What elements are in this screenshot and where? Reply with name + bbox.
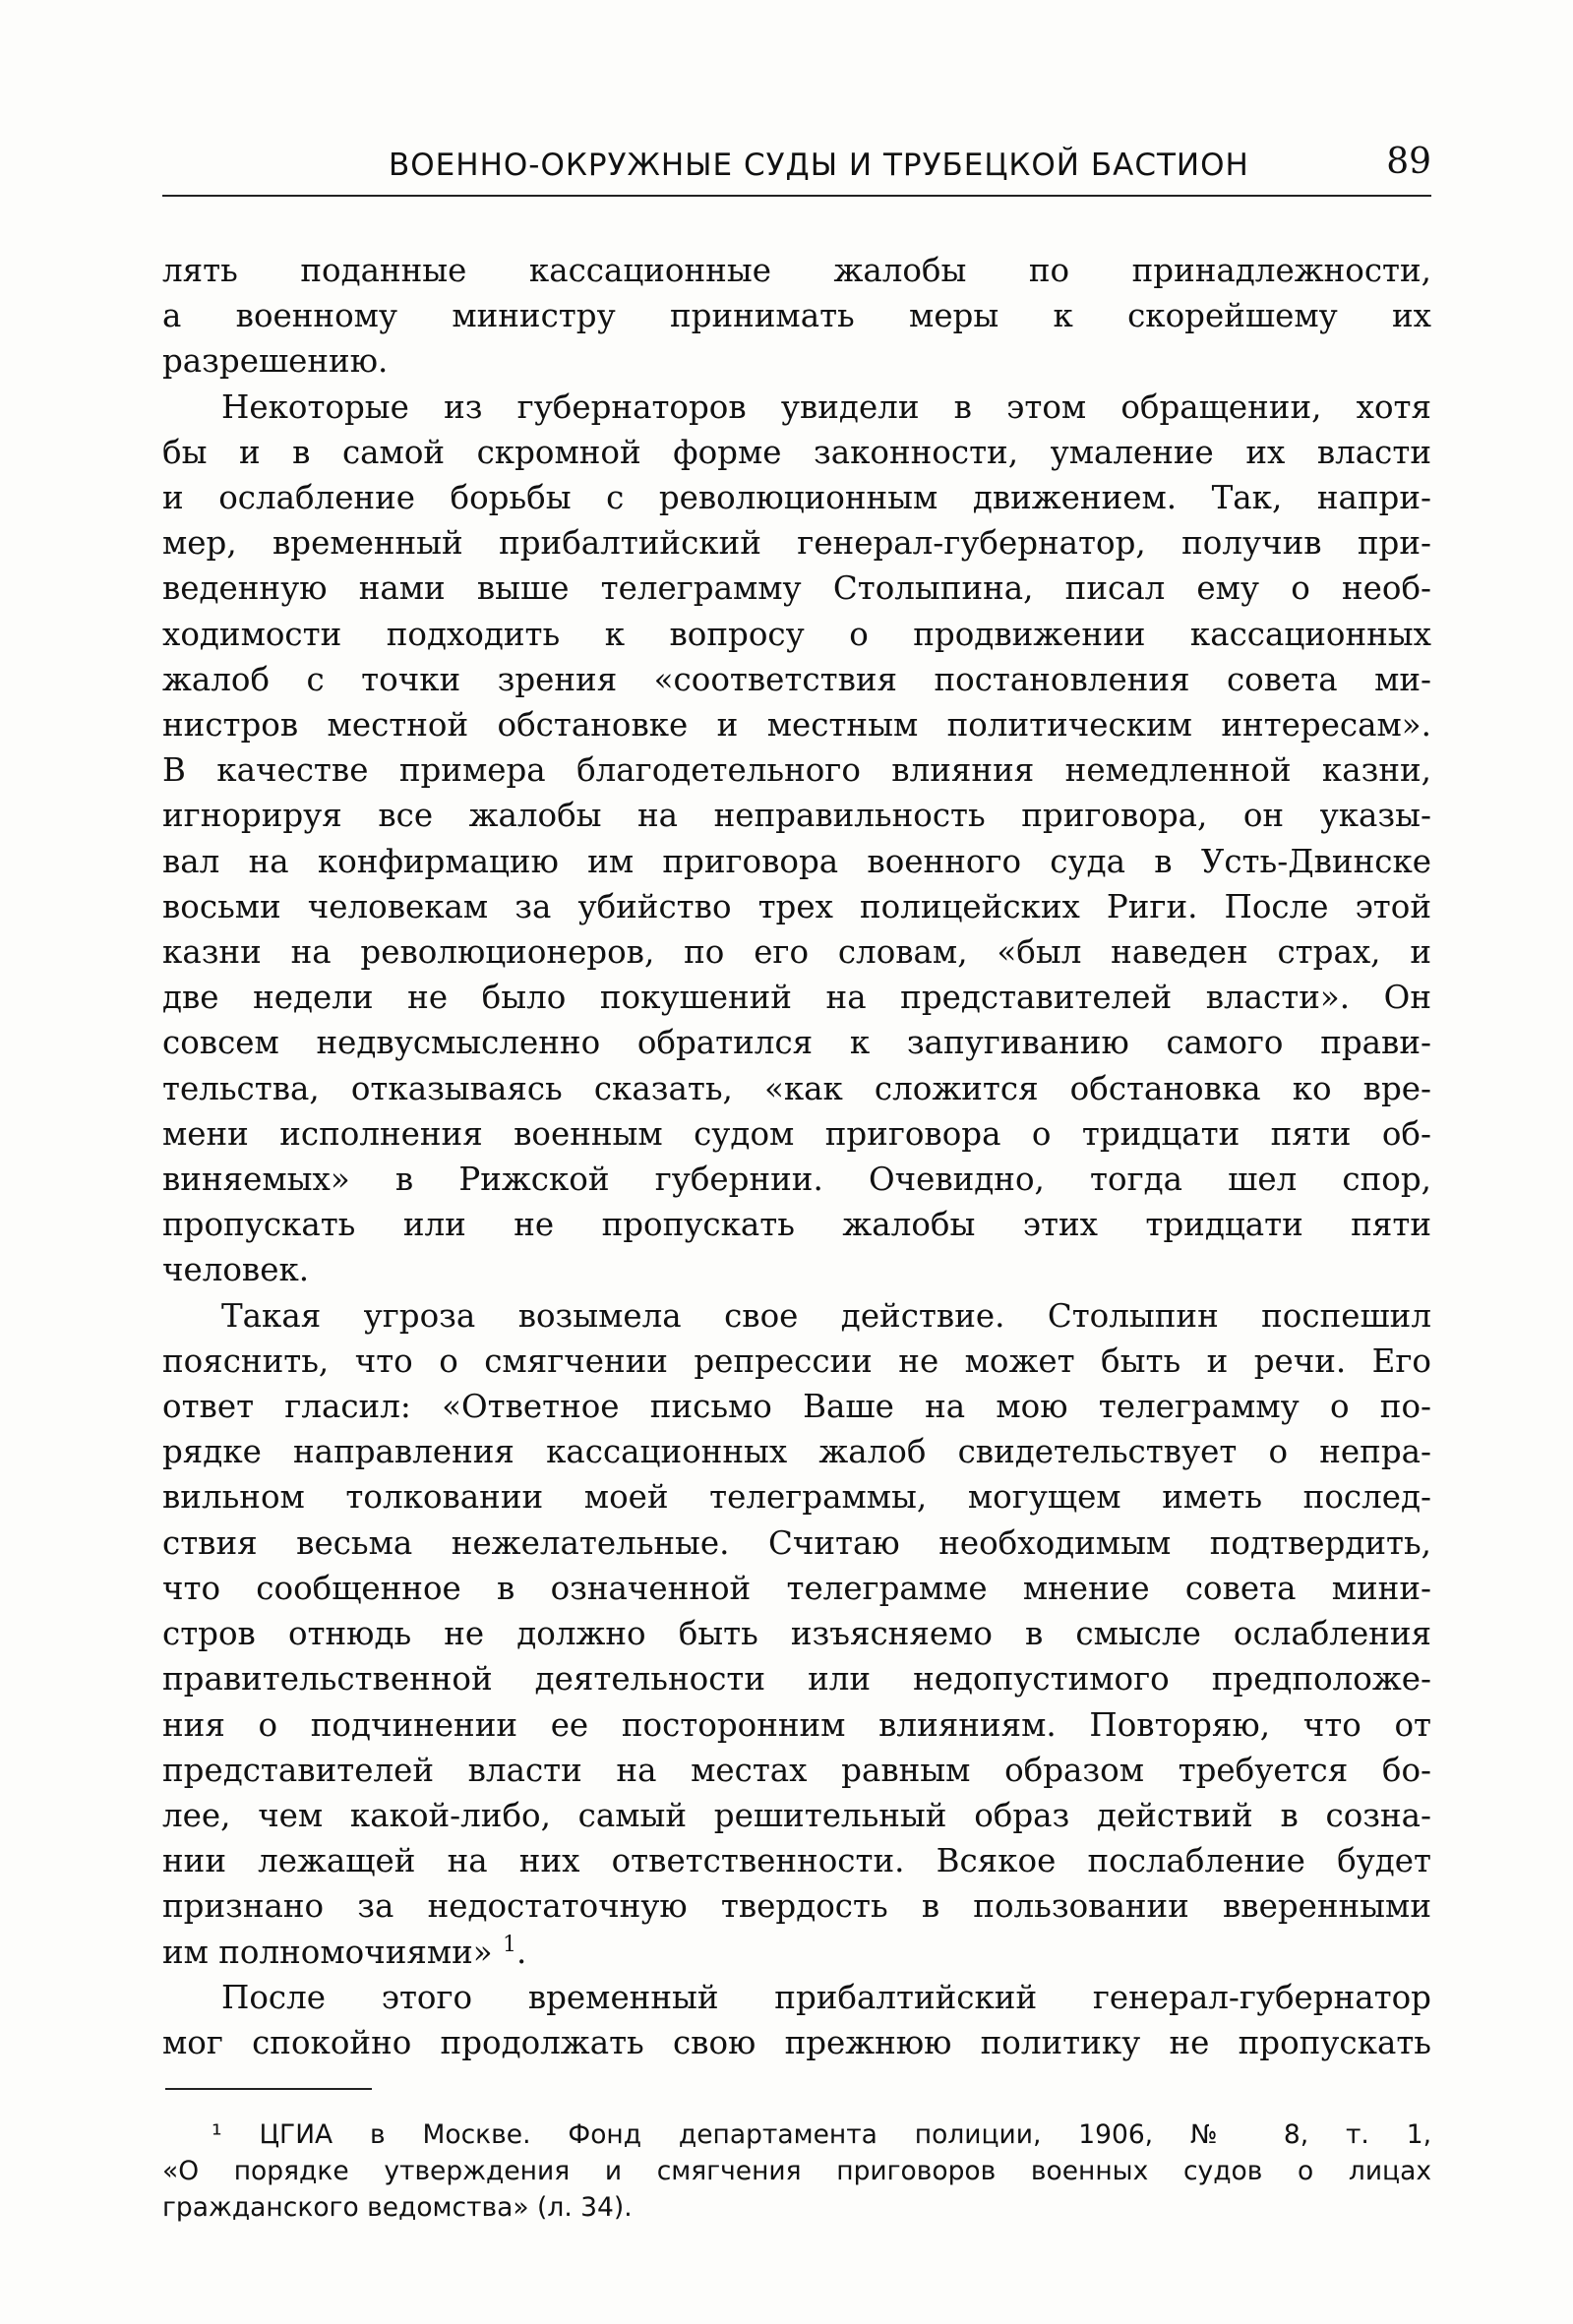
text-line: представителей власти на местах равным образом требуется бо- [162,1751,1431,1789]
text-line: правительственной деятельности или недопустимого предположе- [162,1660,1431,1698]
text-line: игнорируя все жалобы на неправильность приговора, он указы- [162,797,1431,835]
text-line: В качестве примера благодетельного влияния немедленной казни, [162,751,1431,790]
main-text [162,248,1431,2065]
text-line: ния о подчинении ее посторонним влияниям. Повторяю, что от [162,1705,1431,1744]
text-line: бы и в самой скромной форме законности, умаление их власти [162,433,1431,471]
text-line: признано за недостаточную твердость в пользовании вверенными [162,1887,1431,1926]
text-line: ходимости подходить к вопросу о продвижении кассационных [162,615,1431,653]
footnote-line: «О порядке утверждения и смягчения приговоров военных судов о лицах [162,2156,1431,2186]
paragraph-2 [162,385,1431,1293]
text-line: пояснить, что о смягчении репрессии не может быть и речи. Его [162,1341,1431,1380]
text-line: человек. [162,1251,310,1289]
text-line: тельства, отказываясь сказать, «как сложится обстановка ко вре- [162,1069,1431,1107]
header-rule [162,195,1431,197]
text-line: и ослабление борьбы с революционным движением. Так, напри- [162,479,1431,517]
page-number: 89 [1386,142,1431,182]
text-line: Некоторые из губернаторов увидели в этом обращении, хотя [221,387,1431,426]
text-line: виняемых» в Рижской губернии. Очевидно, тогда шел спор, [162,1161,1431,1199]
footnote-rule [165,2088,372,2090]
footnote [162,2116,1431,2226]
text-line: разрешению. [162,342,389,381]
text-line: нистров местной обстановке и местным политическим интересам». [162,706,1431,745]
text-line: две недели не было покушений на представителей власти». Он [162,979,1431,1017]
text-line: Такая угроза возымела свое действие. Столыпин поспешил [221,1296,1431,1335]
paragraph-4 [162,1975,1431,2065]
footnote-marker[interactable]: 1 [503,1932,517,1957]
text-line: ствия весьма нежелательные. Считаю необходимым подтвердить, [162,1523,1431,1562]
text-line: лять поданные кассационные жалобы по принадлежности, [162,252,1431,289]
text-line: мени исполнения военным судом приговора о тридцати пяти об- [162,1114,1431,1153]
text-line: веденную нами выше телеграмму Столыпина, писал ему о необ- [162,569,1431,608]
text-line: стров отнюдь не должно быть изъясняемо в смысле ослабления [162,1615,1431,1653]
paragraph-3 [162,1293,1431,1975]
running-title: ВОЕННО-ОКРУЖНЫЕ СУДЫ И ТРУБЕЦКОЙ БАСТИОН [389,148,1249,183]
text-line: После этого временный прибалтийский генерал-губернатор [221,1978,1431,2016]
footnote-line: ¹ ЦГИА в Москве. Фонд департамента полиции, 1906, № 8, т. 1, [212,2119,1431,2150]
footnote-line: гражданского ведомства» (л. 34). [162,2192,633,2223]
text-line: мог спокойно продолжать свою прежнюю политику не пропускать [162,2023,1431,2061]
text-line: вал на конфирмацию им приговора военного суда в Усть-Двинске [162,842,1431,880]
text-line: ответ гласил: «Ответное письмо Ваше на мою телеграмму о по- [162,1388,1431,1426]
text-line: что сообщенное в означенной телеграмме мнение совета мини- [162,1569,1431,1607]
running-header [162,138,1431,187]
text-line: совсем недвусмысленно обратился к запугиванию самого прави- [162,1024,1431,1062]
text-line: рядке направления кассационных жалоб свидетельствует о непра- [162,1433,1431,1471]
text-line: вильном толковании моей телеграммы, могущем иметь послед- [162,1478,1431,1517]
text-line: лее, чем какой-либо, самый решительный образ действий в созна- [162,1796,1431,1834]
text-line: им полномочиями» $^1$. [162,1932,527,1971]
text-line: нии лежащей на них ответственности. Всякое послабление будет [162,1842,1431,1880]
paragraph-1 [162,248,1431,385]
text-line: мер, временный прибалтийский генерал-губернатор, получив при- [162,524,1431,563]
text-line: пропускать или не пропускать жалобы этих тридцати пяти [162,1206,1431,1244]
text-line: казни на революционеров, по его словам, «был наведен страх, и [162,933,1431,972]
text-line: жалоб с точки зрения «соответствия постановления совета ми- [162,660,1431,698]
text-line: а военному министру принимать меры к скорейшему их [162,297,1431,335]
text-line: восьми человекам за убийство трех полицейских Риги. После этой [162,887,1431,925]
